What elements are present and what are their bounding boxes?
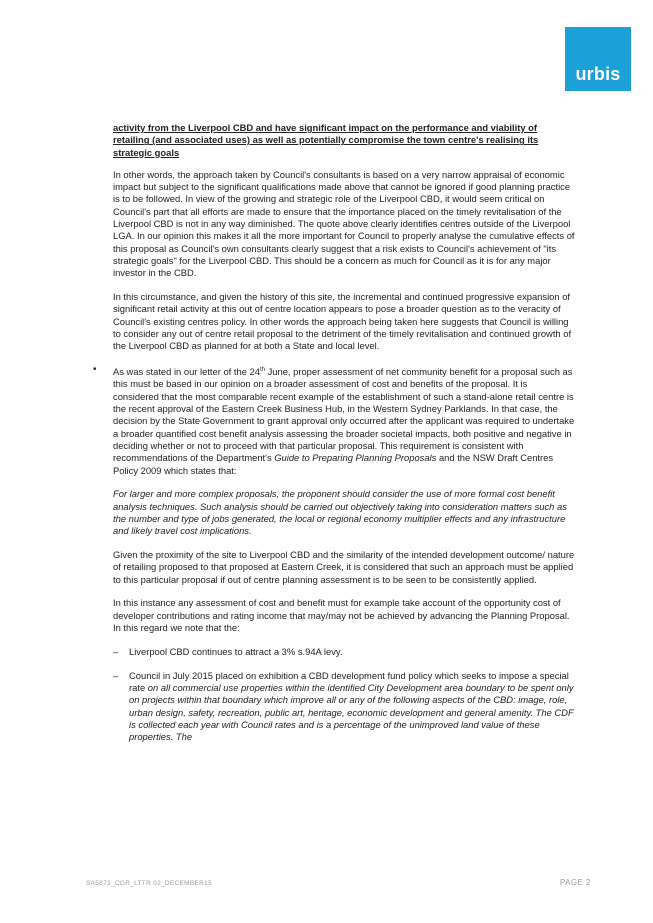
footer-page-number: PAGE 2 xyxy=(560,878,591,887)
bullet-dot-icon: • xyxy=(93,364,97,376)
guide-title: Guide to Preparing Planning Proposals xyxy=(274,452,437,464)
dash-item-cdf xyxy=(129,670,575,744)
superscript-th: th xyxy=(259,367,265,374)
dash-list-item xyxy=(113,646,575,658)
lead-paragraph: activity from the Liverpool CBD and have significant impact on the performance and viability of retailing (and associated uses) as well as potentially compromise the town centre's realising its strategic goals xyxy=(113,122,539,158)
quote-paragraph xyxy=(113,488,575,537)
bullet-text-c: and the NSW Draft Centres Policy 2009 which states that: xyxy=(113,452,554,476)
bullet-text-b: June, proper assessment of net community benefit for a proposal such as this must be based in our opinion on a broader assessment of cost and benefits of the proposal. It is considered that the most comparable recent example of the establishment of such a stand-alone retail centre is the recent approval of the Eastern Creek Business Hub, in the Western Sydney Parklands. In that case, the decision by the State Government to grant approval only occurred after the applicant was required to undertake a broader quantified cost benefit analysis assessing the broader societal impacts, both positive and negative in deciding whether or not to proceed with that particular proposal. This requirement is consistent with recommendations of the Department's xyxy=(113,366,575,464)
dash-item-levy: Liverpool CBD continues to attract a 3% s.94A levy. xyxy=(129,645,343,657)
quote-text: For larger and more complex proposals, the proponent should consider the use of more formal cost benefit analysis techniques. Such analysis should be carried out objectively taking into consideration matters such as the number and type of jobs generated, the local or regional economy multiplier effects and any infrastructure and likely travel cost implications. xyxy=(113,488,567,537)
footer-document-ref: SA5873_CGR_LTTR 02_DECEMBER15 xyxy=(86,880,212,887)
logo-text: urbis xyxy=(575,64,621,84)
letter-body xyxy=(93,122,575,755)
bullet-text-a: As was stated in our letter of the 24 xyxy=(113,366,260,378)
paragraph-proximity: Given the proximity of the site to Liverpool CBD and the similarity of the intended development outcome/ nature of retailing proposed to that proposed at Eastern Creek, it is considered that such an approach must be applied to this particular proposal if out of centre planning assessment is to be seen to be consistently applied. xyxy=(113,549,575,585)
paragraph-economic-impact: In other words, the approach taken by Council's consultants is based on a very narrow appraisal of economic impact but subject to the significant qualifications made above that cannot be ignored if good planning practice is to be followed. In view of the growing and strategic role of the Liverpool CBD, it would seem critical on Council's part that all efforts are made to ensure that the importance placed on the timely revitalisation of the Liverpool CBD is not in any way diminished. The quote above clearly identifies centres outside of the Liverpool LGA. In our opinion this makes it all the more important for Council to properly analyse the cumulative effects of this proposal as Council's own consultants clearly suggest that a risk exists to Council's achievement of "its strategic goals" for the Liverpool CBD. This should be a concern as much for Council as it is for any major investor in the CBD. xyxy=(113,168,575,279)
paragraph-circumstance: In this circumstance, and given the history of this site, the incremental and continued progressive expansion of significant retail activity at this out of centre location appears to pose a broader question as to the veracity of Council's existing centres policy. In other words the approach being taken here suggests that Council is willing to consider any out of centre retail proposal to the detriment of the timely revitalisation and continued growth of the Liverpool CBD as planned for at both a State and local level. xyxy=(113,291,572,352)
paragraph-net-community-benefit xyxy=(113,364,575,477)
urbis-logo xyxy=(565,27,631,91)
dash-list-item xyxy=(113,670,575,744)
dash-mark: – xyxy=(113,645,119,657)
paragraph-cost-benefit: In this instance any assessment of cost and benefit must for example take account of the opportunity cost of developer contributions and rating income that may/may not be achieved by advancing the Planning Proposal. In this regard we note that the: xyxy=(113,597,570,634)
dash2-text: Council in July 2015 placed on exhibition a CBD development fund policy which seeks to impose a special rate xyxy=(129,669,569,693)
dash-mark: – xyxy=(113,669,119,681)
dash2-italic-text: on all commercial use properties within the identified City Development area boundary to be spent only on projects within that boundary which improve all or any of the following aspects of the CBD: image, role, urban design, safety, recreation, public art, heritage, economic development and general amenity. The CDF is collected each year with Council rates and is a percentage of the unimproved land value of these properties. The xyxy=(129,681,574,743)
bullet-item xyxy=(93,364,575,743)
